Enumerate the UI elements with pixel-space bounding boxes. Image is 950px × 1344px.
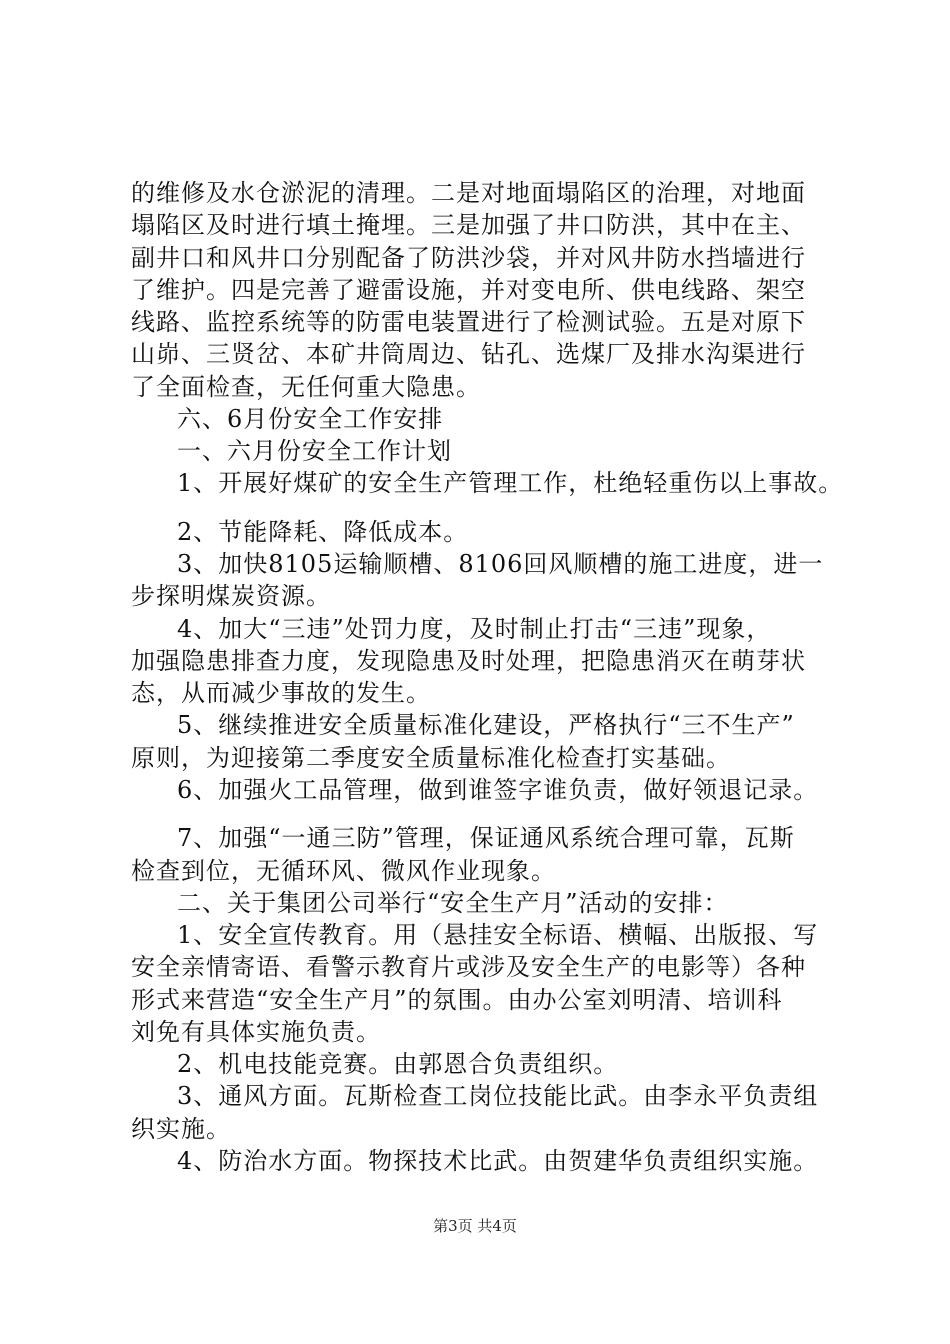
text-line: 副井口和风井口分别配备了防洪沙袋，并对风井防水挡墙进行 <box>131 244 806 272</box>
list-item: 1、开展好煤矿的安全生产管理工作，杜绝轻重伤以上事故。 <box>177 469 844 497</box>
text-line: 检查到位，无循环风、微风作业现象。 <box>131 857 556 885</box>
text-line: 织实施。 <box>131 1115 231 1143</box>
text-line: 形式来营造“安全生产月”的氛围。由办公室刘明清、培训科 <box>131 986 783 1014</box>
section-heading: 一、六月份安全工作计划 <box>177 437 452 465</box>
text-line: 的维修及水仓淤泥的清理。二是对地面塌陷区的治理，对地面 <box>131 179 806 207</box>
list-item: 3、加快8105运输顺槽、8106回风顺槽的施工进度，进一 <box>177 550 824 578</box>
text-line: 塌陷区及时进行填土掩埋。三是加强了井口防洪，其中在主、 <box>131 211 806 239</box>
text-line: 态，从而减少事故的发生。 <box>131 679 431 707</box>
list-item: 1、安全宣传教育。用（悬挂安全标语、横幅、出版报、写 <box>177 921 819 949</box>
list-item: 2、节能降耗、降低成本。 <box>177 518 469 546</box>
text-line: 山峁、三贤岔、本矿井筒周边、钻孔、选煤厂及排水沟渠进行 <box>131 340 806 368</box>
section-heading: 六、6月份安全工作安排 <box>177 405 444 433</box>
list-item: 3、通风方面。瓦斯检查工岗位技能比武。由李永平负责组 <box>177 1082 819 1110</box>
list-item: 2、机电技能竞赛。由郭恩合负责组织。 <box>177 1050 619 1078</box>
list-item: 4、防治水方面。物探技术比武。由贺建华负责组织实施。 <box>177 1147 819 1175</box>
list-item: 7、加强“一通三防”管理，保证通风系统合理可靠，瓦斯 <box>177 824 795 852</box>
text-line: 原则，为迎接第二季度安全质量标准化检查打实基础。 <box>131 744 731 772</box>
list-item: 4、加大“三违”处罚力度，及时制止打击“三违”现象， <box>177 615 772 643</box>
text-line: 线路、监控系统等的防雷电装置进行了检测试验。五是对原下 <box>131 308 806 336</box>
text-line: 加强隐患排查力度，发现隐患及时处理，把隐患消灭在萌芽状 <box>131 647 806 675</box>
section-heading: 二、关于集团公司举行“安全生产月”活动的安排： <box>177 889 729 917</box>
list-item: 6、加强火工品管理，做到谁签字谁负责，做好领退记录。 <box>177 776 819 804</box>
text-line: 刘免有具体实施负责。 <box>131 1018 381 1046</box>
text-line: 步探明煤炭资源。 <box>131 582 331 610</box>
text-line: 了维护。四是完善了避雷设施，并对变电所、供电线路、架空 <box>131 276 806 304</box>
text-line: 了全面检查，无任何重大隐患。 <box>131 373 481 401</box>
page-number: 第3页 共4页 <box>433 1217 517 1235</box>
text-line: 安全亲情寄语、看警示教育片或涉及安全生产的电影等）各种 <box>131 953 806 981</box>
list-item: 5、继续推进安全质量标准化建设，严格执行“三不生产” <box>177 711 795 739</box>
